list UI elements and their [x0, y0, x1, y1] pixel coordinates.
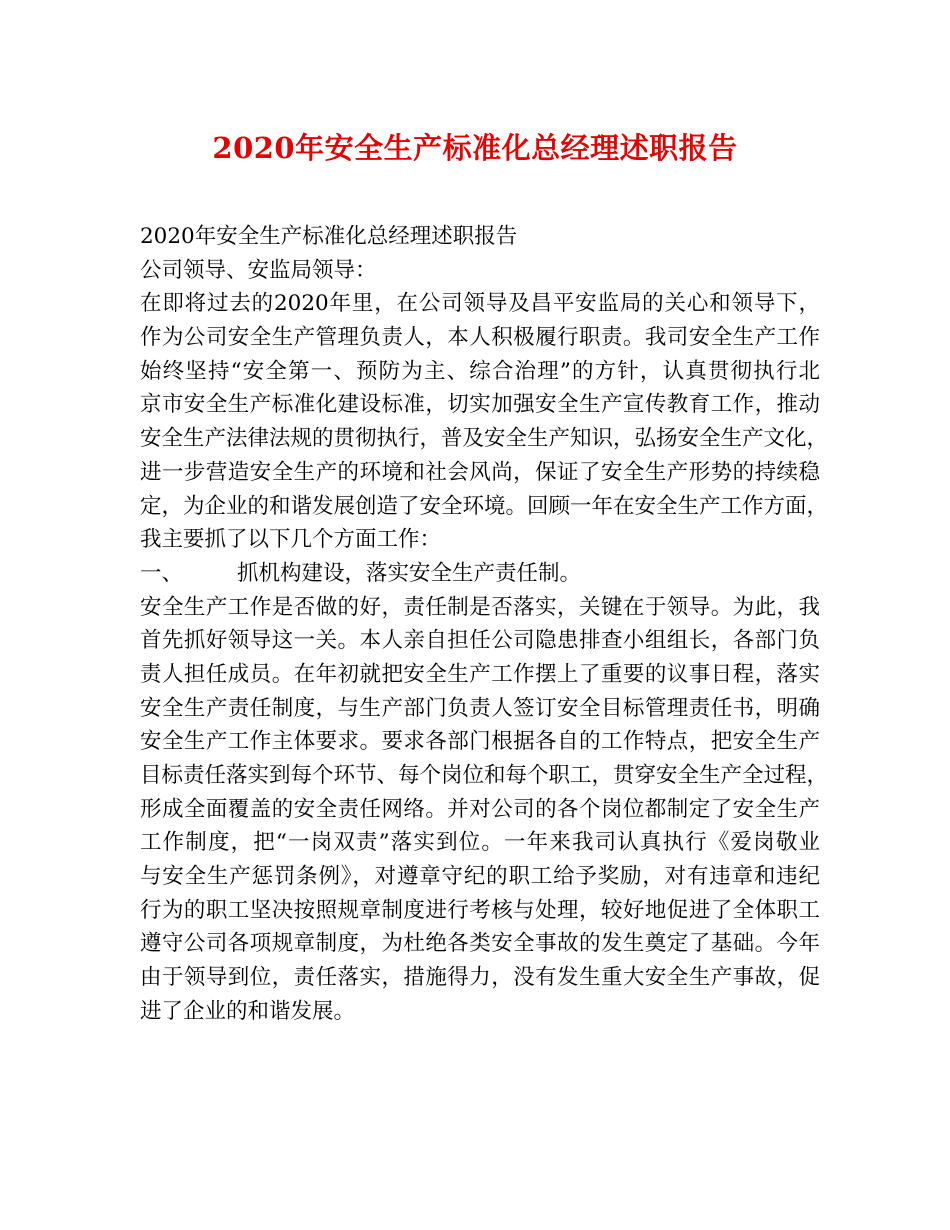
body-line: 2020年安全生产标准化总经理述职报告 — [140, 224, 518, 249]
body-line: 与安全生产惩罚条例》，对遵章守纪的职工给予奖励，对有违章和违纪 — [140, 864, 820, 890]
section-heading — [140, 557, 820, 591]
body-line: 在即将过去的2020年里，在公司领导及昌平安监局的关心和领导下， — [140, 291, 820, 317]
body-line: 进了企业的和谐发展。 — [140, 998, 356, 1024]
body-line: 工作制度，把“一岗双责”落实到位。一年来我司认真执行《爱岗敬业 — [140, 830, 820, 856]
body-line: 安全生产工作是否做的好，责任制是否落实，关键在于领导。为此，我 — [140, 594, 820, 620]
body-line: 定，为企业的和谐发展创造了安全环境。回顾一年在安全生产工作方面， — [140, 493, 829, 519]
body-line: 首先抓好领导这一关。本人亲自担任公司隐患排查小组组长，各部门负 — [140, 628, 820, 654]
section-heading-number: 一、 — [140, 560, 184, 586]
body-line: 我主要抓了以下几个方面工作： — [140, 527, 442, 553]
body-line: 安全生产责任制度，与生产部门负责人签订安全目标管理责任书，明确 — [140, 695, 820, 721]
body-line: 京市安全生产标准化建设标准，切实加强安全生产宣传教育工作，推动 — [140, 392, 820, 418]
document-title: 2020年安全生产标准化总经理述职报告 — [212, 131, 738, 165]
body-line: 目标责任落实到每个环节、每个岗位和每个职工，贯穿安全生产全过程， — [140, 763, 829, 788]
body-line: 始终坚持“安全第一、预防为主、综合治理”的方针，认真贯彻执行北 — [140, 358, 820, 384]
body-line: 行为的职工坚决按照规章制度进行考核与处理，较好地促进了全体职工 — [140, 897, 820, 923]
body-line: 安全生产工作主体要求。要求各部门根据各自的工作特点，把安全生产 — [140, 729, 820, 755]
document-body — [140, 220, 829, 1029]
body-line: 责人担任成员。在年初就把安全生产工作摆上了重要的议事日程，落实 — [140, 661, 820, 687]
body-line: 安全生产法律法规的贯彻执行，普及安全生产知识，弘扬安全生产文化， — [140, 426, 829, 452]
body-line: 进一步营造安全生产的环境和社会风尚，保证了安全生产形势的持续稳 — [140, 459, 820, 485]
body-line: 由于领导到位，责任落实，措施得力，没有发生重大安全生产事故，促 — [140, 965, 820, 991]
section-heading-text: 抓机构建设，落实安全生产责任制。 — [237, 560, 582, 586]
body-line: 作为公司安全生产管理负责人，本人积极履行职责。我司安全生产工作 — [140, 325, 820, 351]
body-line: 遵守公司各项规章制度，为杜绝各类安全事故的发生奠定了基础。今年 — [140, 931, 820, 957]
salutation: 公司领导、安监局领导： — [140, 257, 377, 283]
body-line: 形成全面覆盖的安全责任网络。并对公司的各个岗位都制定了安全生产 — [140, 796, 820, 822]
